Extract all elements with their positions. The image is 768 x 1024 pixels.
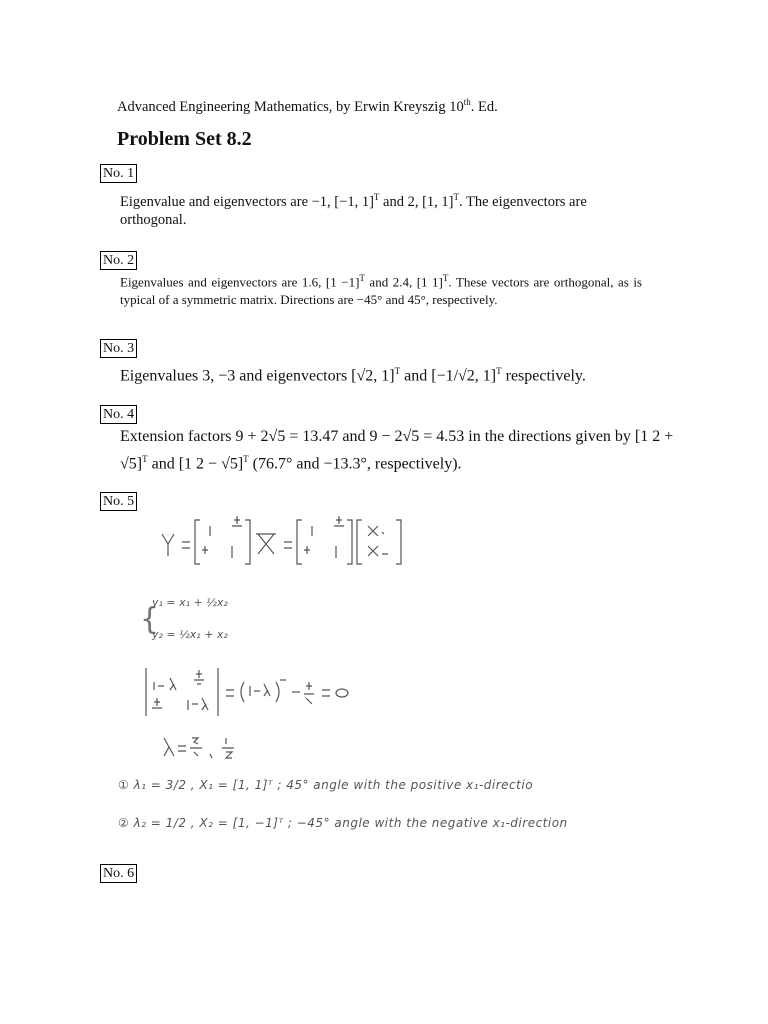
- problem-label-5: No. 5: [100, 492, 137, 511]
- problem-label-6: No. 6: [100, 864, 137, 883]
- handwritten-determinant: [140, 664, 370, 720]
- page-title: Problem Set 8.2: [117, 128, 252, 150]
- book-header: Advanced Engineering Mathematics, by Erwin Kreyszig 10th. Ed.: [117, 97, 498, 115]
- handwritten-eigenvalues: [160, 732, 260, 762]
- answer-3: Eigenvalues 3, −3 and eigenvectors [√2, 1]$^T$ and [−1/√2, 1]$^T$ respectively.: [120, 366, 586, 385]
- handwritten-equation-y2: y₂ = ½x₁ + x₂: [152, 628, 228, 641]
- answer-1: Eigenvalue and eigenvectors are −1, [−1, 1]$^T$ and 2, [1, 1]$^T$. The eigenvectors are orthogonal.: [120, 192, 587, 228]
- problem-label-4: No. 4: [100, 405, 137, 424]
- handwritten-case-1: ① λ₁ = 3/2 , X₁ = [1, 1]ᵀ ; 45° angle with the positive x₁-directio: [118, 778, 534, 792]
- problem-label-2: No. 2: [100, 251, 137, 270]
- handwritten-case-2: ② λ₂ = 1/2 , X₂ = [1, −1]ᵀ ; −45° angle with the negative x₁-direction: [118, 816, 568, 830]
- problem-label-1: No. 1: [100, 164, 137, 183]
- answer-4: Extension factors 9 + 2√5 = 13.47 and 9 − 2√5 = 4.53 in the directions given by [1 2 + √5]$^T$ and [1 2 − √5]$^T$ (76.7° and −13.3°, respectively).: [120, 428, 674, 473]
- handwritten-matrix-equation: [150, 512, 420, 572]
- handwritten-equation-y1: y₁ = x₁ + ½x₂: [152, 596, 228, 609]
- problem-label-3: No. 3: [100, 339, 137, 358]
- handwritten-system-brace: {: [140, 602, 160, 637]
- answer-2: Eigenvalues and eigenvectors are 1.6, $[1 -1]^T$ and 2.4, [1 1]$^T$. These vectors are orthogonal, as is typical of a symmetric matrix. Directions are −45° and 45°, respectively.: [120, 273, 642, 307]
